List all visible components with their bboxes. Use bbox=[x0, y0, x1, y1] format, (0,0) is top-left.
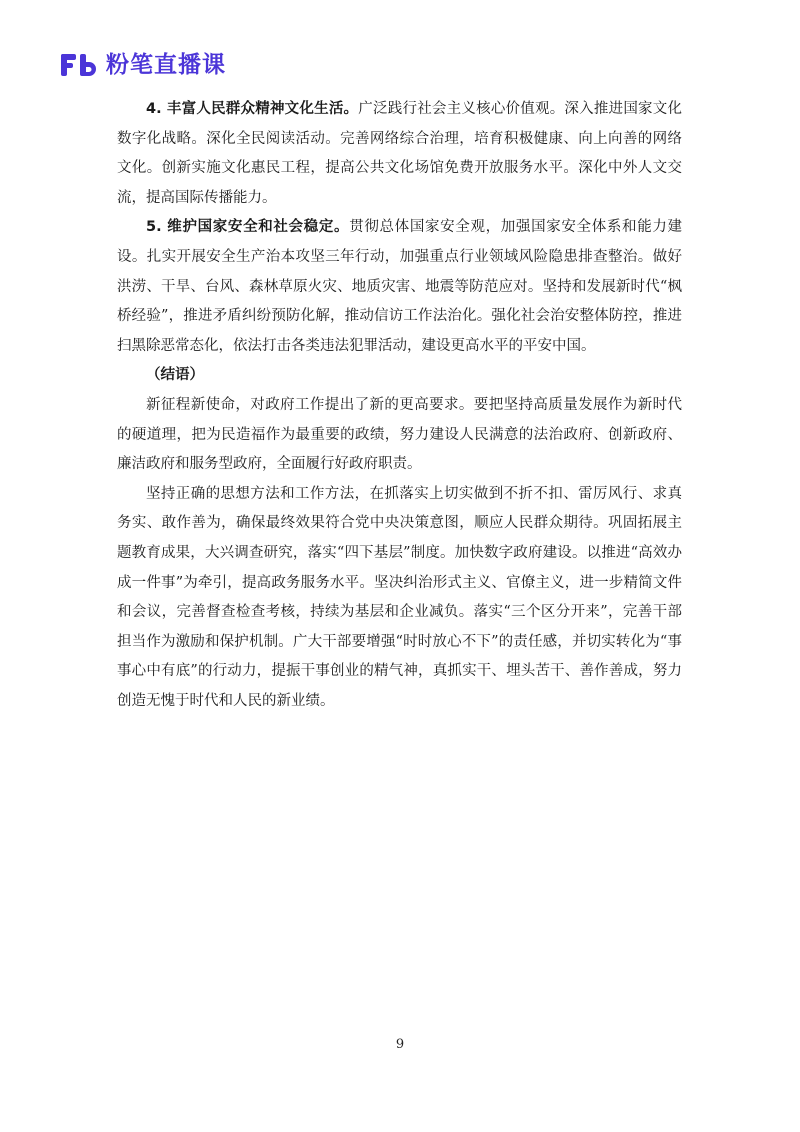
section-text: 广泛践行社会主义核心价值观。深入推进国家文化数字化战略。深化全民阅读活动。完善网络综合治理，培育积极健康、向上向善的网络文化。创新实施文化惠民工程，提高公共文化场馆免费开放服务水平。深化中外人文交流，提高国际传播能力。 bbox=[117, 101, 683, 206]
section-text: 贯彻总体国家安全观，加强国家安全体系和能力建设。扎实开展安全生产治本攻坚三年行动，加强重点行业领域风险隐患排查整治。做好洪涝、干旱、台风、森林草原火灾、地质灾害、地震等防范应对。坚持和发展新时代“枫桥经验”，推进矛盾纠纷预防化解，推动信访工作法治化。强化社会治安整体防控，推进扫黑除恶常态化，依法打击各类违法犯罪活动，建设更高水平的平安中国。 bbox=[117, 219, 683, 354]
document-body bbox=[117, 95, 682, 716]
closing-heading: （结语） bbox=[146, 367, 204, 384]
closing-paragraph: 新征程新使命，对政府工作提出了新的更高要求。要把坚持高质量发展作为新时代的硬道理，把为民造福作为最重要的政绩，努力建设人民满意的法治政府、创新政府、廉洁政府和服务型政府，全面履行好政府职责。 bbox=[117, 396, 682, 473]
section-lead: 5. 维护国家安全和社会稳定。 bbox=[146, 219, 350, 236]
section-lead: 4. 丰富人民群众精神文化生活。 bbox=[146, 101, 359, 117]
fb-logo-icon bbox=[60, 52, 100, 78]
page-number: 9 bbox=[395, 1037, 405, 1052]
header-logo bbox=[60, 50, 226, 80]
closing-paragraph: 坚持正确的思想方法和工作方法，在抓落实上切实做到不折不扣、雷厉风行、求真务实、敢作善为，确保最终效果符合党中央决策意图，顺应人民群众期待。巩固拓展主题教育成果，大兴调查研究，落实“四下基层”制度。加快数字政府建设。以推进“高效办成一件事”为牵引，提高政务服务水平。坚决纠治形式主义、官僚主义，进一步精简文件和会议，完善督查检查考核，持续为基层和企业减负。落实“三个区分开来”，完善干部担当作为激励和保护机制。广大干部要增强“时时放心不下”的责任感，并切实转化为“事事心中有底”的行动力，提振干事创业的精气神，真抓实干、埋头苦干、善作善成，努力创造无愧于时代和人民的新业绩。 bbox=[117, 485, 682, 709]
section-paragraph bbox=[117, 95, 682, 213]
section-paragraph bbox=[117, 213, 682, 361]
brand-name: 粉笔直播课 bbox=[106, 52, 226, 78]
